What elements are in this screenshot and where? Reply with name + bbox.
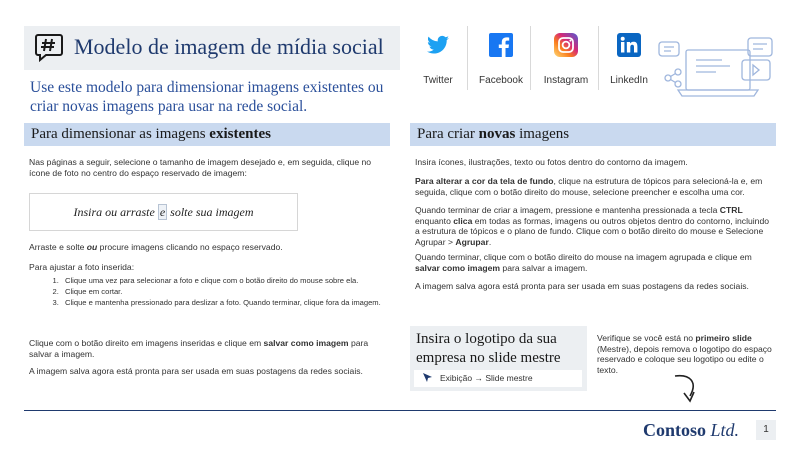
- right-p1: Insira ícones, ilustrações, texto ou fotos dentro do contorno da imagem.: [415, 157, 688, 167]
- text-span: ou: [86, 242, 98, 252]
- path-text: Exibição → Slide mestre: [440, 373, 533, 383]
- page-subtitle: Use este modelo para dimensionar imagens existentes ou criar novas imagens para usar na rede social.: [30, 79, 384, 115]
- text-span: Para alterar a cor da tela de fundo: [415, 176, 554, 186]
- facebook-icon: [488, 32, 514, 58]
- cursor-icon: [422, 372, 434, 384]
- social-label: LinkedIn: [610, 75, 648, 86]
- list-item: 2. Clique em cortar.: [61, 287, 391, 296]
- page-number: 1: [756, 420, 776, 440]
- text-span: .: [488, 236, 492, 247]
- header-text: Para dimensionar as imagens: [31, 126, 210, 142]
- text-span: em todas as formas, imagens ou outros objetos dentro do contorno, incluindo a estrutura de tópicos e o plano de fundo. Clique com o botão direito do mouse e Selecione Agrupar >: [415, 215, 770, 247]
- text-span: para salvar a imagem.: [500, 262, 588, 273]
- text-span: Quando terminar, clique com o botão direito do mouse na imagem agrupada e clique em: [415, 252, 752, 262]
- logo-text: Ltd.: [710, 420, 740, 440]
- section-header-existing: [24, 123, 390, 146]
- logo-panel: [410, 326, 587, 391]
- arrow-icon: [672, 372, 706, 408]
- linkedin-icon: [616, 32, 642, 58]
- header-bold-text: existentes: [209, 126, 271, 142]
- logo-note: [597, 333, 777, 375]
- placeholder-text: Insira ou arraste: [73, 205, 158, 219]
- instagram-icon: [553, 32, 579, 58]
- social-label: Instagram: [543, 75, 589, 86]
- list-item: 1. Clique uma vez para selecionar a foto e clique com o botão direito do mouse sobre ela.: [61, 276, 391, 285]
- footer-divider: [24, 410, 776, 411]
- right-p3: [415, 205, 775, 247]
- text-span: Quando terminar de criar a imagem, pressione e mantenha pressionada a tecla: [415, 205, 720, 215]
- text-span: Verifique se você está no: [597, 333, 696, 343]
- save-text: [29, 338, 369, 359]
- header-bold-text: novas: [478, 126, 516, 142]
- header-text: Para criar: [417, 126, 479, 142]
- steps-list: [29, 276, 391, 309]
- intro-text: Nas páginas a seguir, selecione o tamanho de imagem desejado e, em seguida, clique no ícone de foto no centro do espaço reservado de imagem:: [29, 157, 372, 178]
- social-label: Facebook: [479, 75, 523, 86]
- twitter-icon: [425, 32, 451, 58]
- laptop-illustration-icon: [656, 36, 778, 104]
- hashtag-icon: [34, 32, 64, 62]
- text-span: enquanto: [415, 215, 454, 226]
- right-p4: [415, 252, 775, 273]
- text-span: Agrupar: [455, 236, 489, 247]
- text-span: salvar como imagem: [263, 338, 349, 348]
- placeholder-text: e: [159, 205, 166, 219]
- list-item: 3. Clique e mantenha pressionado para deslizar a foto. Quando terminar, clique fora da imagem.: [61, 298, 391, 307]
- placeholder-text: solte sua imagem: [167, 205, 254, 219]
- text-span: , clique na estrutura de tópicos para selecioná-la e, em seguida, clique com o botão direito do mouse, selecione preencher e escolha uma cor.: [415, 176, 763, 197]
- text-span: primeiro slide: [695, 333, 752, 343]
- text-span: CTRL: [719, 205, 743, 215]
- text-span: Arraste e solte: [29, 242, 87, 252]
- section-header-new: [410, 123, 776, 146]
- logo-title: Insira o logotipo da sua empresa no slide mestre: [416, 331, 561, 366]
- header-text: imagens: [515, 126, 570, 142]
- logo-text: Contoso: [643, 420, 707, 440]
- text-span: Clique com o botão direito em imagens inseridas e clique em: [29, 338, 264, 348]
- page-title: Modelo de imagem de mídia social: [74, 34, 384, 59]
- image-placeholder[interactable]: [29, 193, 298, 231]
- master-slide-path[interactable]: [414, 370, 582, 387]
- ready-text: A imagem salva agora está pronta para ser usada em suas postagens da redes sociais.: [29, 366, 363, 376]
- drag-text: [29, 242, 389, 253]
- right-p5: A imagem salva agora está pronta para ser usada em suas postagens da redes sociais.: [415, 281, 749, 291]
- social-label: Twitter: [423, 75, 453, 86]
- text-span: para salvar a imagem.: [29, 338, 369, 359]
- text-span: (Mestre), depois remova o logotipo do espaço reservado e coloque seu logotipo ou edite o texto.: [597, 343, 772, 375]
- text-span: salvar como imagem: [415, 262, 501, 273]
- title-box: [24, 26, 400, 70]
- adjust-text: Para ajustar a foto inserida:: [29, 262, 135, 272]
- right-p2: [415, 176, 775, 197]
- text-span: clica: [453, 215, 473, 226]
- company-logo: [643, 420, 739, 441]
- text-span: procure imagens clicando no espaço reservado.: [97, 242, 283, 252]
